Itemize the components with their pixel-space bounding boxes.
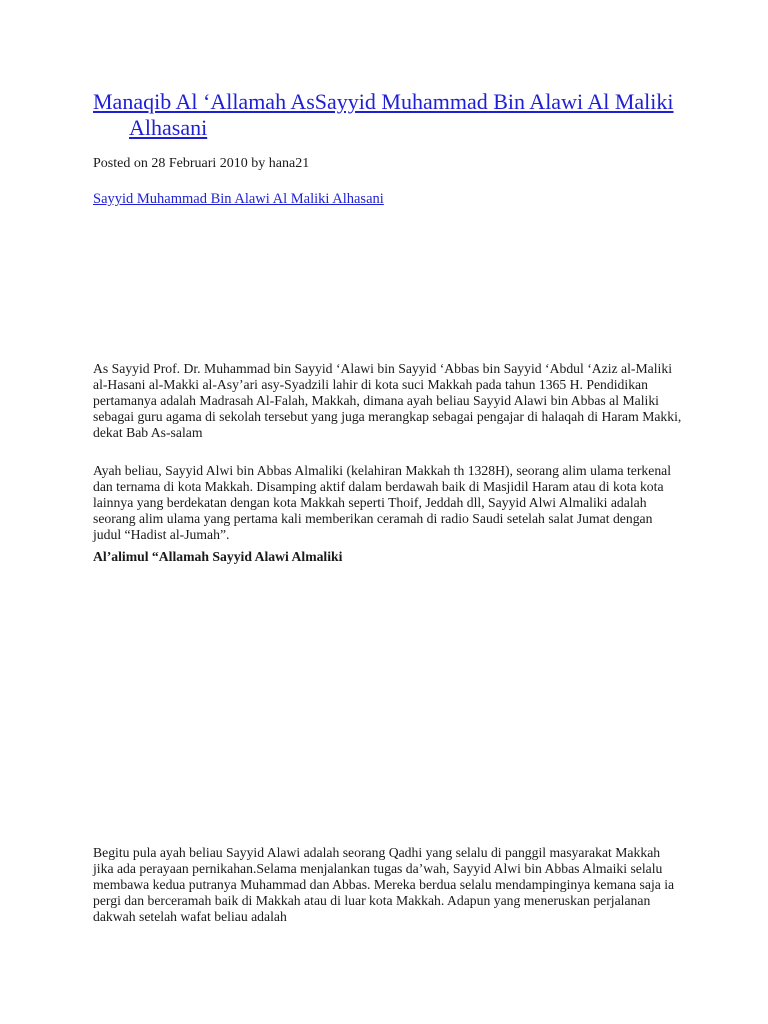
- paragraph-3: Begitu pula ayah beliau Sayyid Alawi adalah seorang Qadhi yang selalu di panggil masyarakat Makkah jika ada perayaan pernikahan.Selama menjalankan tugas da’wah, Sayyid Alwi bin Abbas Almaiki selalu membawa kedua putranya Muhammad dan Abbas. Mereka berdua selalu mendampinginya kemana saja ia pergi dan berceramah baik di Makkah atau di luar kota Makkah. Adapun yang meneruskan perjalanan dakwah setelah wafat beliau adalah: [93, 845, 675, 924]
- article-title-link[interactable]: Manaqib Al ‘Allamah AsSayyid Muhammad Bin Alawi Al Maliki Alhasani: [93, 89, 674, 140]
- posted-on-label: Posted on: [93, 156, 148, 171]
- post-date: 28 Februari 2010: [151, 156, 248, 171]
- post-author: hana21: [268, 156, 310, 171]
- subtitle-link[interactable]: Sayyid Muhammad Bin Alawi Al Maliki Alhasani: [93, 191, 384, 207]
- paragraph-2: Ayah beliau, Sayyid Alwi bin Abbas Almaliki (kelahiran Makkah th 1328H), seorang alim ulama terkenal dan ternama di kota Makkah. Disamping aktif dalam berdawah baik di Masjidil Haram atau di kota kota lainnya yang berdekatan dengan kota Makkah seperti Thoif, Jeddah dll, Sayyid Alwi Almaliki adalah seorang alim ulama yang pertama kali memberikan ceramah di radio Saudi setelah salat Jumat dengan judul “Hadist al-Jumah”.: [93, 463, 672, 542]
- bold-heading: Al’alimul “Allamah Sayyid Alawi Almaliki: [93, 549, 343, 564]
- paragraph-1: As Sayyid Prof. Dr. Muhammad bin Sayyid ‘Alawi bin Sayyid ‘Abbas bin Sayyid ‘Abdul ‘Aziz al-Maliki al-Hasani al-Makki al-Asy’ari asy-Syadzili lahir di kota suci Makkah pada tahun 1365 H. Pendidikan pertamanya adalah Madrasah Al-Falah, Makkah, dimana ayah beliau Sayyid Alawi bin Abbas al Maliki sebagai guru agama di sekolah tersebut yang juga merangkap sebagai pengajar di halaqah di Haram Makki, dekat Bab As-salam: [93, 361, 682, 440]
- by-label: by: [251, 156, 266, 171]
- post-meta: [93, 155, 309, 173]
